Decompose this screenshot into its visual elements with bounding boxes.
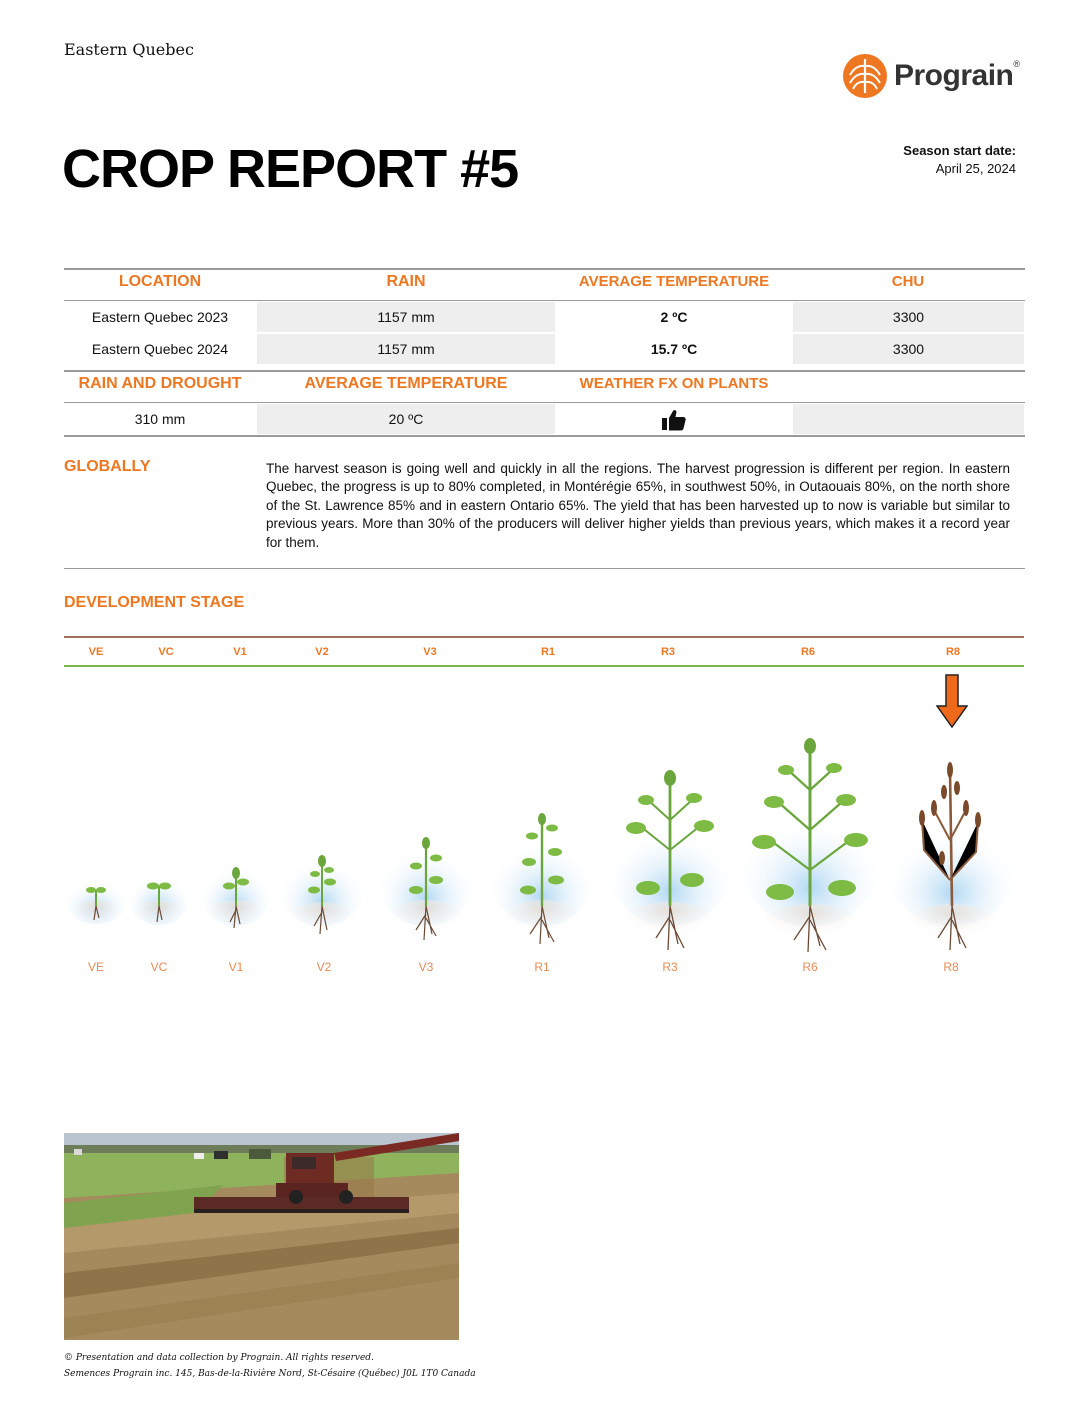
plant-v3 xyxy=(378,834,474,940)
prograin-logo xyxy=(842,52,1032,100)
table2-rule-bottom xyxy=(64,435,1025,437)
cell-temp-2023: 2 ºC xyxy=(660,309,688,325)
table-rule-header xyxy=(64,300,1025,301)
cell-avg-temp-2: 20 ºC xyxy=(257,404,555,434)
stage-header-r1: R1 xyxy=(540,646,556,658)
stage-label-r1: R1 xyxy=(534,960,550,974)
plant-v1 xyxy=(200,854,272,936)
stage-header-v3: V3 xyxy=(423,646,437,658)
stage-header-v1: V1 xyxy=(233,646,247,658)
stage-label-r6: R6 xyxy=(802,960,818,974)
stage-label-r3: R3 xyxy=(662,960,678,974)
stage-rule-bottom xyxy=(64,665,1024,667)
stage-label-v2: V2 xyxy=(316,960,332,974)
col-header-avg-temp-2: AVERAGE TEMPERATURE xyxy=(304,375,508,392)
stage-header-v2: V2 xyxy=(315,646,329,658)
cell-weather-fx xyxy=(556,404,792,434)
table-rule-top xyxy=(64,268,1025,270)
table2-rule-top xyxy=(64,370,1025,372)
footer-copyright: © Presentation and data collection by Prograin. All rights reserved. xyxy=(64,1353,374,1363)
col-header-weather-fx: WEATHER FX ON PLANTS xyxy=(579,375,769,392)
col-header-rain-drought: RAIN AND DROUGHT xyxy=(78,375,242,392)
prograin-logo-icon xyxy=(842,53,888,99)
stage-label-v3: V3 xyxy=(418,960,434,974)
table2-rule-header xyxy=(64,402,1025,403)
logo-wordmark xyxy=(894,59,1020,93)
development-title: DEVELOPMENT STAGE xyxy=(64,594,245,611)
stage-label-vc: VC xyxy=(150,960,168,974)
stage-label-v1: V1 xyxy=(228,960,244,974)
plant-v2 xyxy=(280,846,364,938)
cell-rain-drought: 310 mm xyxy=(134,411,186,427)
col-header-location: LOCATION xyxy=(118,273,202,290)
logo-registered-mark: ® xyxy=(1013,59,1020,69)
col-header-chu: CHU xyxy=(891,273,925,290)
stage-header-r8: R8 xyxy=(945,646,961,658)
stage-label-ve: VE xyxy=(87,960,105,974)
season-start-label: Season start date: xyxy=(903,143,1016,158)
footer-address: Semences Prograin inc. 145, Bas-de-la-Rivière Nord, St-Césaire (Québec) J0L 1T0 Canada xyxy=(64,1369,476,1379)
cell-empty xyxy=(793,404,1024,434)
plant-vc xyxy=(127,865,191,932)
cell-temp-2024: 15.7 ºC xyxy=(650,341,698,357)
cell-location-2023: Eastern Quebec 2023 xyxy=(91,309,229,325)
globally-rule xyxy=(64,568,1025,569)
stage-rule-top xyxy=(64,636,1024,638)
harvest-photo xyxy=(64,1133,459,1340)
cell-location-2024: Eastern Quebec 2024 xyxy=(91,341,229,357)
page-title: CROP REPORT #5 xyxy=(62,139,519,199)
col-header-rain: RAIN xyxy=(386,273,426,290)
stage-header-r6: R6 xyxy=(800,646,816,658)
season-start xyxy=(903,142,1016,178)
plant-r6 xyxy=(740,738,880,952)
thumbs-up-icon xyxy=(661,409,687,431)
cell-rain-2023: 1157 mm xyxy=(257,302,555,332)
logo-name: Prograin xyxy=(894,59,1014,92)
cell-chu-2023: 3300 xyxy=(793,302,1024,332)
plant-r1 xyxy=(490,813,594,944)
cell-chu-2024: 3300 xyxy=(793,334,1024,364)
cell-rain-2024: 1157 mm xyxy=(257,334,555,364)
globally-title: GLOBALLY xyxy=(64,458,151,475)
region-label: Eastern Quebec xyxy=(64,40,194,59)
plant-ve xyxy=(64,872,128,932)
globally-text: The harvest season is going well and quickly in all the regions. The harvest progression is different per region. In eastern Quebec, the progress is up to 80% completed, in Montérégie 65%, in southwest 50%, in Outaouais 80%, on the north shore of the St. Lawrence 85% and in eastern Ontario 65%. The yield that has been harvested up to now is variable but similar to previous years. More than 30% of the producers will deliver higher yields than previous years, which makes it a record year for them. xyxy=(266,461,1010,550)
stage-header-ve: VE xyxy=(88,646,104,658)
stage-header-vc: VC xyxy=(158,646,174,658)
stage-label-r8: R8 xyxy=(943,960,959,974)
stage-header-r3: R3 xyxy=(660,646,676,658)
season-start-date: April 25, 2024 xyxy=(935,161,1016,176)
plant-r8 xyxy=(888,762,1016,950)
plant-growth-illustration xyxy=(64,730,1024,955)
plant-r3 xyxy=(608,770,732,950)
current-stage-arrow-icon xyxy=(936,674,968,728)
col-header-avg-temp: AVERAGE TEMPERATURE xyxy=(578,273,770,290)
